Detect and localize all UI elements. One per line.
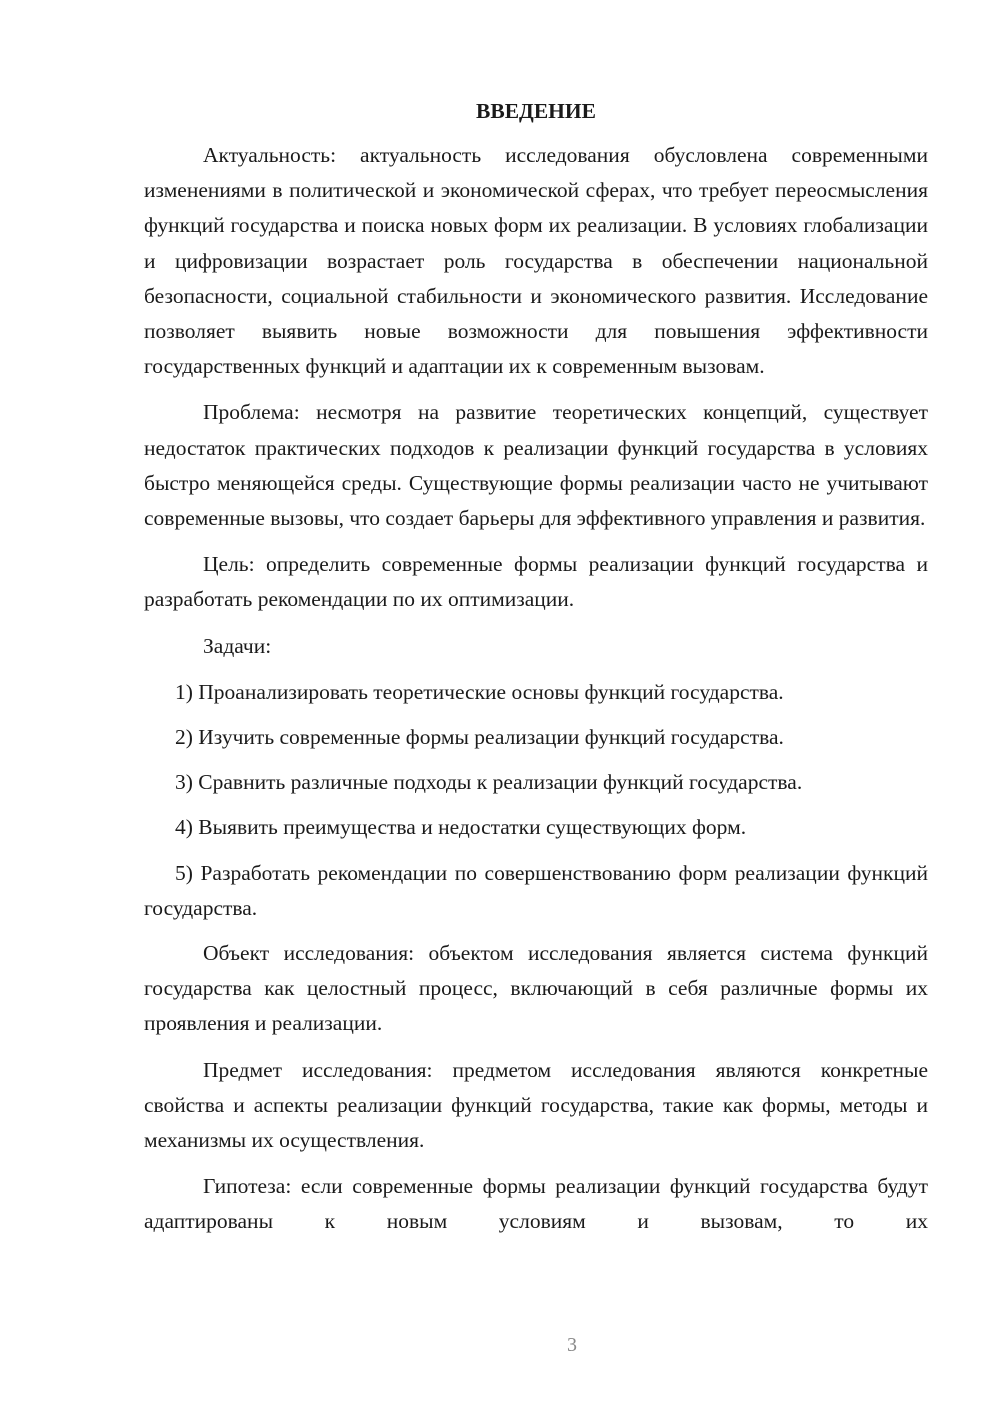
relevance-paragraph: Актуальность: актуальность исследования обусловлена современными изменениями в политической и экономической сферах, что требует переосмысления функций государства и поиска новых форм их реализации. В условиях глобализации и цифровизации возрастает роль государства в обеспечении национальной безопасности, социальной стабильности и экономического развития. Исследование позволяет выявить новые возможности для повышения эффективности государственных функций и адаптации их к современным вызовам. xyxy=(144,143,928,379)
tasks-heading: Задачи: xyxy=(203,633,272,658)
subject-paragraph: Предмет исследования: предметом исследования являются конкретные свойства и аспекты реализации функций государства, такие как формы, методы и механизмы их осуществления. xyxy=(144,1057,928,1153)
object-paragraph: Объект исследования: объектом исследования является система функций государства как целостный процесс, включающий в себя различные формы их проявления и реализации. xyxy=(144,941,928,1036)
task-item-3: 3) Сравнить различные подходы к реализации функций государства. xyxy=(175,770,803,795)
hypothesis-paragraph: Гипотеза: если современные формы реализации функций государства будут адаптированы к новым условиям и вызовам, то их xyxy=(144,1174,928,1234)
page-title: ВВЕДЕНИЕ xyxy=(476,99,596,123)
task-item-4: 4) Выявить преимущества и недостатки существующих форм. xyxy=(175,815,747,840)
task-item-2: 2) Изучить современные формы реализации функций государства. xyxy=(175,725,784,750)
page-number: 3 xyxy=(567,1334,577,1356)
task-item-1: 1) Проанализировать теоретические основы функций государства. xyxy=(175,679,784,704)
problem-paragraph: Проблема: несмотря на развитие теоретических концепций, существует недостаток практических подходов к реализации функций государства в условиях быстро меняющейся среды. Существующие формы реализации часто не учитывают современные вызовы, что создает барьеры для эффективного управления и развития. xyxy=(144,400,928,531)
page-content xyxy=(144,92,928,1251)
goal-paragraph: Цель: определить современные формы реализации функций государства и разработать рекомендации по их оптимизации. xyxy=(144,552,928,612)
tasks-list xyxy=(144,675,928,926)
task-item-5: 5) Разработать рекомендации по совершенствованию форм реализации функций государства. xyxy=(144,860,928,920)
